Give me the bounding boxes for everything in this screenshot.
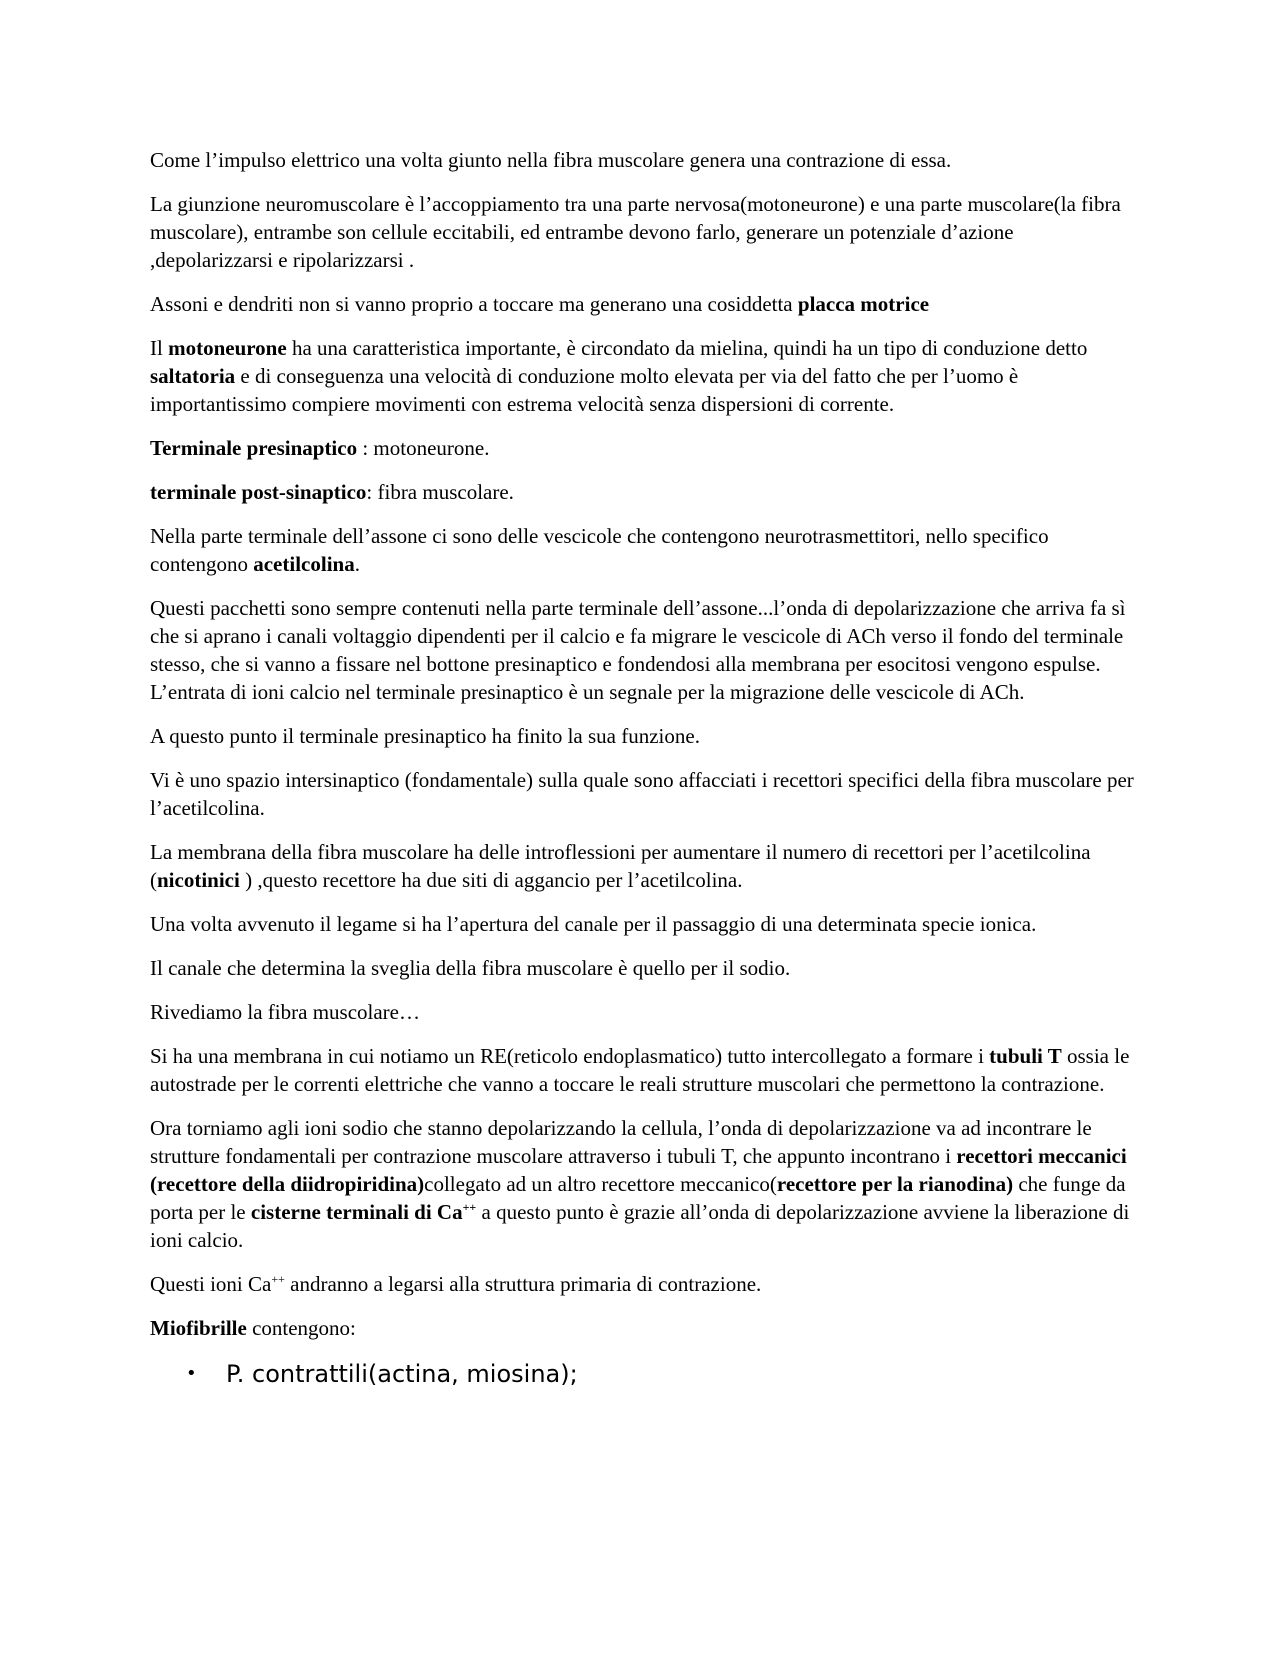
- text: andranno a legarsi alla struttura primaria di contrazione.: [284, 1272, 762, 1296]
- paragraph-17: [150, 1270, 1140, 1298]
- text: Ora torniamo agli ioni sodio che stanno depolarizzando la cellula, l’onda di depolarizzazione va ad incontrare le strutture fondamentali per contrazione muscolare attraverso i tubuli T, che appunto incontrano i: [150, 1116, 1092, 1168]
- text: contengono:: [246, 1316, 356, 1340]
- text: Questi ioni Ca: [150, 1272, 272, 1296]
- text: Il: [150, 336, 169, 360]
- paragraph-14: [150, 998, 1140, 1026]
- text: collegato ad un altro recettore meccanico(: [424, 1172, 777, 1196]
- text: La giunzione neuromuscolare è l’accoppiamento tra una parte nervosa(motoneurone) e una parte muscolare(la fibra muscolare), entrambe son cellule eccitabili, ed entrambe devono farlo, generare un potenziale d’azione ,depolarizzarsi e ripolarizzarsi .: [150, 192, 1121, 272]
- paragraph-3: [150, 290, 1140, 318]
- paragraph-4: [150, 334, 1140, 418]
- text: Una volta avvenuto il legame si ha l’apertura del canale per il passaggio di una determinata specie ionica.: [150, 912, 1037, 936]
- paragraph-12: [150, 910, 1140, 938]
- text: Come l’impulso elettrico una volta giunto nella fibra muscolare genera una contrazione di essa.: [150, 148, 952, 172]
- document-body: [150, 146, 1140, 1390]
- text: Il canale che determina la sveglia della fibra muscolare è quello per il sodio.: [150, 956, 791, 980]
- bold-term: recettori meccanici (recettore della diidropiridina): [150, 1144, 1127, 1196]
- paragraph-6: [150, 478, 1140, 506]
- text: cisterne terminali di Ca: [250, 1200, 463, 1224]
- text: a questo punto è grazie all’onda di depolarizzazione avviene la liberazione di ioni calcio.: [150, 1200, 1130, 1252]
- bold-term: Terminale presinaptico: [150, 436, 358, 460]
- paragraph-5: [150, 434, 1140, 462]
- bold-term: tubuli T: [989, 1044, 1062, 1068]
- text: Nella parte terminale dell’assone ci sono delle vescicole che contengono neurotrasmettitori, nello specifico contengono: [150, 524, 1049, 576]
- bold-term: recettore per la rianodina): [776, 1172, 1014, 1196]
- bold-term: [251, 1200, 476, 1224]
- list-item: [150, 1358, 1140, 1390]
- text: La membrana della fibra muscolare ha delle introflessioni per aumentare il numero di recettori per l’acetilcolina (: [150, 840, 1091, 892]
- bold-term: saltatoria: [150, 364, 236, 388]
- text: Rivediamo la fibra muscolare…: [150, 1000, 420, 1024]
- text: ) ,questo recettore ha due siti di aggancio per l’acetilcolina.: [239, 868, 743, 892]
- paragraph-9: [150, 722, 1140, 750]
- text: ha una caratteristica importante, è circondato da mielina, quindi ha un tipo di conduzione detto: [286, 336, 1088, 360]
- superscript: ++: [462, 1200, 477, 1214]
- bullet-marker: •: [186, 1363, 197, 1384]
- text: Vi è uno spazio intersinaptico (fondamentale) sulla quale sono affacciati i recettori specifici della fibra muscolare per l’acetilcolina.: [150, 768, 1134, 820]
- list-item-text: P. contrattili(actina, miosina);: [226, 1360, 578, 1388]
- text: A questo punto il terminale presinaptico ha finito la sua funzione.: [150, 724, 700, 748]
- paragraph-2: [150, 190, 1140, 274]
- text: .: [354, 552, 360, 576]
- text: Si ha una membrana in cui notiamo un RE(reticolo endoplasmatico) tutto intercollegato a formare i: [150, 1044, 990, 1068]
- text: : fibra muscolare.: [366, 480, 514, 504]
- bold-term: Miofibrille: [150, 1316, 247, 1340]
- text: che funge da porta per le: [150, 1172, 1126, 1224]
- bold-term: nicotinici: [157, 868, 240, 892]
- text: Assoni e dendriti non si vanno proprio a toccare ma generano una cosiddetta: [150, 292, 798, 316]
- paragraph-10: [150, 766, 1140, 822]
- paragraph-11: [150, 838, 1140, 894]
- bold-term: motoneurone: [168, 336, 287, 360]
- paragraph-18: [150, 1314, 1140, 1342]
- bold-term: acetilcolina: [253, 552, 355, 576]
- paragraph-16: [150, 1114, 1140, 1254]
- paragraph-8: [150, 594, 1140, 706]
- superscript: ++: [271, 1272, 285, 1286]
- paragraph-7: [150, 522, 1140, 578]
- text: e di conseguenza una velocità di conduzione molto elevata per via del fatto che per l’uomo è importantissimo compiere movimenti con estrema velocità senza dispersioni di corrente.: [150, 364, 1019, 416]
- paragraph-13: [150, 954, 1140, 982]
- bullet-list: [150, 1358, 1140, 1390]
- paragraph-1: [150, 146, 1140, 174]
- text: : motoneurone.: [357, 436, 490, 460]
- text: Questi pacchetti sono sempre contenuti nella parte terminale dell’assone...l’onda di depolarizzazione che arriva fa sì che si aprano i canali voltaggio dipendenti per il calcio e fa migrare le vescicole di ACh verso il fondo del terminale stesso, che si vanno a fissare nel bottone presinaptico e fondendosi alla membrana per esocitosi vengono espulse. L’entrata di ioni calcio nel terminale presinaptico è un segnale per la migrazione delle vescicole di ACh.: [150, 596, 1126, 704]
- text: ossia le autostrade per le correnti elettriche che vanno a toccare le reali strutture muscolari che permettono la contrazione.: [150, 1044, 1130, 1096]
- bold-term: terminale post-sinaptico: [150, 480, 367, 504]
- paragraph-15: [150, 1042, 1140, 1098]
- bold-term: placca motrice: [797, 292, 930, 316]
